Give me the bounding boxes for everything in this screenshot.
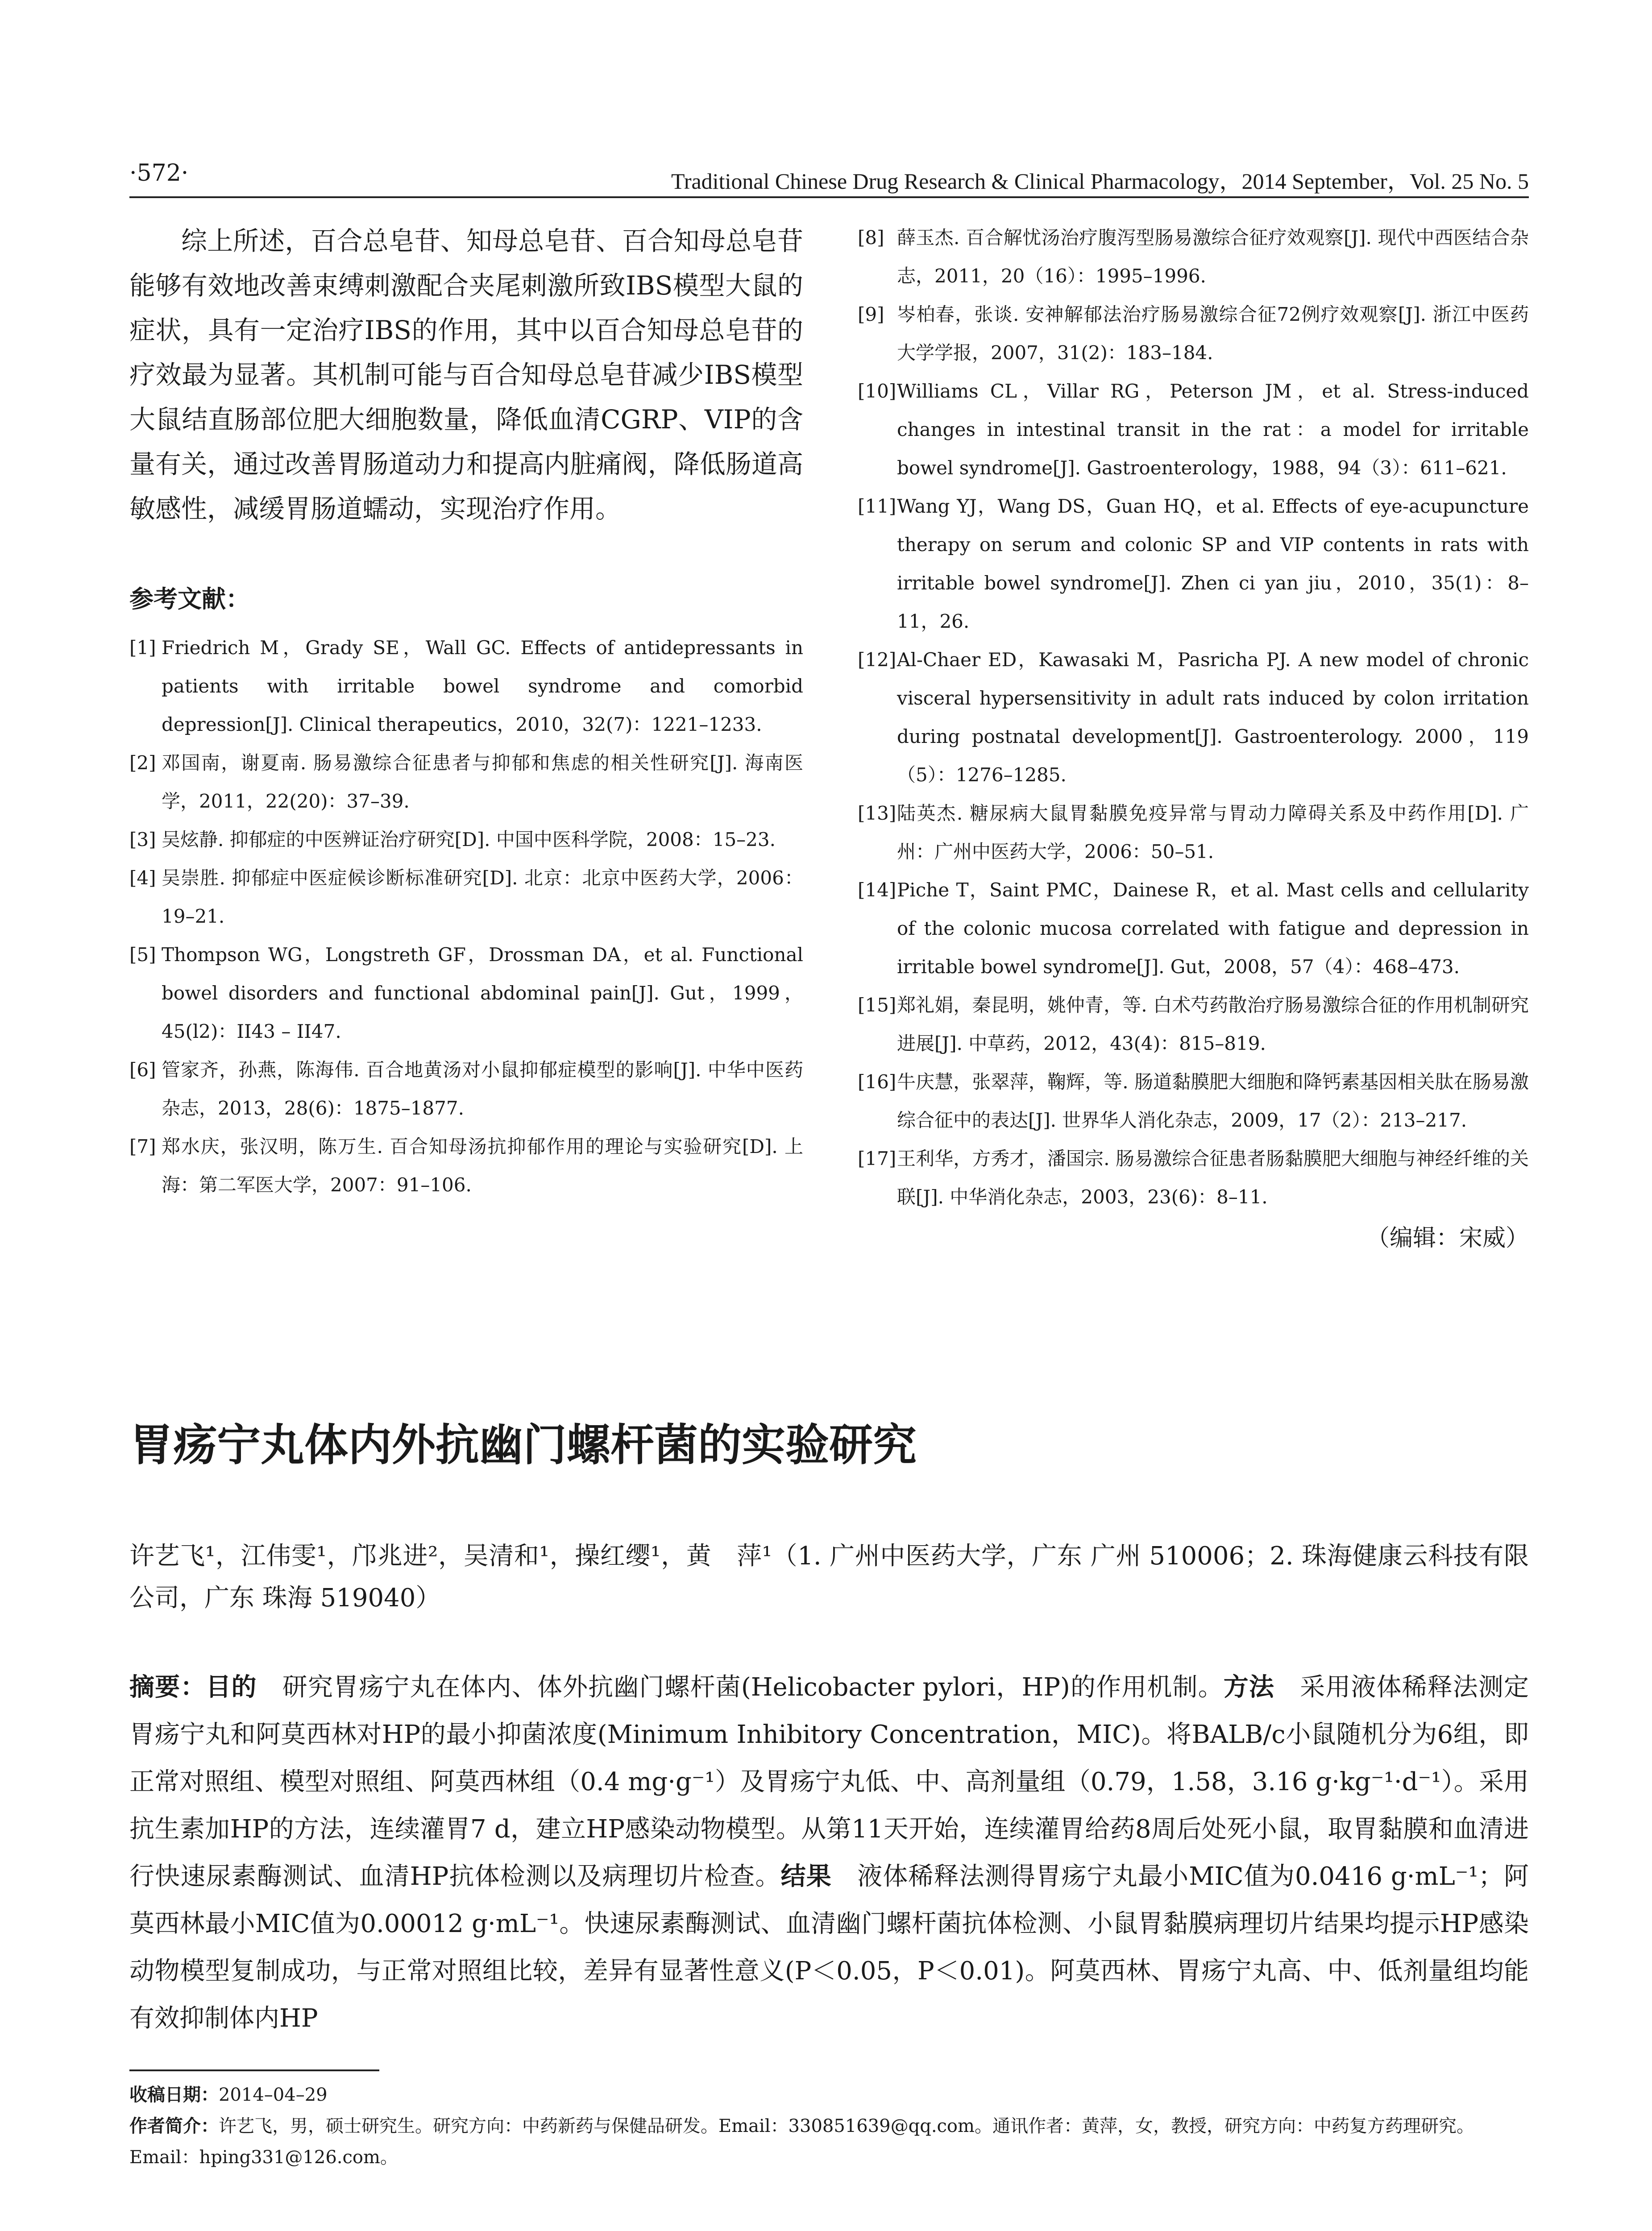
new-article: [129, 1410, 1529, 2042]
right-column: [858, 219, 1529, 1252]
reference-number: [10]: [858, 380, 897, 402]
reference-item: [129, 859, 803, 936]
reference-text: 岑柏春，张谈. 安神解郁法治疗肠易激综合征72例疗效观察[J]. 浙江中医药大学学报，2007，31(2)：183–184.: [897, 303, 1529, 364]
reference-number: [9]: [858, 303, 884, 325]
reference-item: [858, 295, 1529, 372]
author-bio-text: 许艺飞，男，硕士研究生。研究方向：中药新药与保健品研发。Email：330851639@qq.com。通讯作者：黄萍，女，教授，研究方向：中药复方药理研究。Email：hping331@126.com。: [129, 2116, 1474, 2168]
author-affiliations: 许艺飞¹，江伟雯¹，邝兆进²，吴清和¹，操红缨¹，黄 萍¹（1. 广州中医药大学，广东 广州 510006；2. 珠海健康云科技有限公司，广东 珠海 519040）: [129, 1542, 1529, 1613]
reference-text: 管家齐，孙燕，陈海伟. 百合地黄汤对小鼠抑郁症模型的影响[J]. 中华中医药杂志，2013，28(6)：1875–1877.: [162, 1059, 803, 1119]
reference-number: [5]: [129, 944, 156, 966]
article-title: 胃疡宁丸体内外抗幽门螺杆菌的实验研究: [129, 1420, 917, 1471]
reference-item: [858, 794, 1529, 871]
reference-number: [1]: [129, 637, 156, 659]
reference-number: [3]: [129, 829, 156, 850]
results-text: 液体稀释法测得胃疡宁丸最小MIC值为0.0416 g·mL⁻¹；阿莫西林最小MIC值为0.00012 g·mL⁻¹。快速尿素酶测试、血清幽门螺杆菌抗体检测、小鼠胃黏膜病理切片结果均提示HP感染动物模型复制成功，与正常对照组比较，差异有显著性意义(P＜0.05，P＜0.01)。阿莫西林、胃疡宁丸高、中、低剂量组均能有效抑制体内HP: [129, 1862, 1529, 2033]
reference-text: 吴崇胜. 抑郁症中医症候诊断标准研究[D]. 北京：北京中医药大学，2006：19–21.: [162, 867, 803, 927]
author-bio-line: [129, 2111, 1529, 2173]
reference-text: 薛玉杰. 百合解忧汤治疗腹泻型肠易激综合征疗效观察[J]. 现代中西医结合杂志，2011，20（16）：1995–1996.: [897, 227, 1529, 287]
reference-text: Al-Chaer ED，Kawasaki M，Pasricha PJ. A new model of chronic visceral hypersensitivity in adult rats induced by colon irritation during postnatal development[J]. Gastroenterology. 2000，119（5）：1276–1285.: [897, 649, 1529, 786]
reference-item: [129, 936, 803, 1051]
received-date: 2014–04–29: [219, 2085, 328, 2105]
journal-citation: Traditional Chinese Drug Research & Clinical Pharmacology，2014 September，Vol. 25 No. 5: [671, 169, 1529, 194]
reference-text: 郑礼娟，秦昆明，姚仲青，等. 白术芍药散治疗肠易激综合征的作用机制研究进展[J]. 中草药，2012，43(4)：815–819.: [897, 994, 1529, 1054]
reference-text: Piche T，Saint PMC，Dainese R，et al. Mast cells and cellularity of the colonic mucosa correlated with fatigue and depression in irritable bowel syndrome[J]. Gut，2008，57（4）：468–473.: [897, 879, 1529, 978]
reference-number: [16]: [858, 1071, 897, 1093]
reference-number: [4]: [129, 867, 156, 889]
reference-text: 郑水庆，张汉明，陈万生. 百合知母汤抗抑郁作用的理论与实验研究[D]. 上海：第二军医大学，2007：91–106.: [162, 1136, 803, 1196]
footnotes: [129, 2079, 1529, 2173]
reference-list-right: [858, 219, 1529, 1216]
reference-number: [8]: [858, 227, 884, 249]
reference-item: [129, 629, 803, 744]
running-header: [129, 152, 1529, 198]
reference-number: [6]: [129, 1059, 156, 1081]
reference-item: [858, 641, 1529, 794]
abstract: [129, 1664, 1529, 2042]
editor-credit: （编辑：宋威）: [1366, 1225, 1529, 1252]
reference-text: Williams CL，Villar RG，Peterson JM，et al. Stress-induced changes in intestinal transit in the rat：a model for irritable bowel syndrome[J]. Gastroenterology，1988，94（3）：611–621.: [897, 380, 1529, 479]
reference-text: Thompson WG，Longstreth GF，Drossman DA，et al. Functional bowel disorders and functional abdominal pain[J]. Gut，1999，45(l2)：II43 – II47.: [162, 944, 803, 1042]
reference-item: [129, 1128, 803, 1204]
author-bio-label: 作者简介：: [129, 2116, 219, 2136]
abstract-label: 摘要：: [129, 1673, 206, 1702]
reference-item: [858, 372, 1529, 487]
reference-number: [17]: [858, 1148, 897, 1169]
reference-item: [858, 871, 1529, 986]
reference-item: [858, 1140, 1529, 1216]
reference-number: [12]: [858, 649, 897, 671]
footnote-divider: [129, 2069, 379, 2071]
reference-number: [14]: [858, 879, 897, 901]
reference-number: [2]: [129, 752, 156, 774]
reference-item: [129, 821, 803, 859]
reference-text: 邓国南，谢夏南. 肠易激综合征患者与抑郁和焦虑的相关性研究[J]. 海南医学，2011，22(20)：37–39.: [162, 752, 803, 812]
reference-list-left: [129, 629, 803, 1204]
page-number: ·572·: [129, 160, 189, 187]
reference-text: 王利华，方秀才，潘国宗. 肠易激综合征患者肠黏膜肥大细胞与神经纤维的关联[J]. 中华消化杂志，2003，23(6)：8–11.: [897, 1148, 1529, 1208]
objective-text: 研究胃疡宁丸在体内、体外抗幽门螺杆菌(Helicobacter pylori，HP)的作用机制。: [257, 1673, 1224, 1702]
reference-item: [858, 219, 1529, 295]
reference-number: [15]: [858, 994, 897, 1016]
received-date-line: [129, 2079, 1529, 2111]
results-label: 结果: [780, 1862, 832, 1891]
methods-text: 采用液体稀释法测定胃疡宁丸和阿莫西林对HP的最小抑菌浓度(Minimum Inhibitory Concentration，MIC)。将BALB/c小鼠随机分为6组，即正常对照组、模型对照组、阿莫西林组（0.4 mg·g⁻¹）及胃疡宁丸低、中、高剂量组（0.79，1.58，3.16 g·kg⁻¹·d⁻¹）。采用抗生素加HP的方法，连续灌胃7 d，建立HP感染动物模型。从第11天开始，连续灌胃给药8周后处死小鼠，取胃黏膜和血清进行快速尿素酶测试、血清HP抗体检测以及病理切片检查。: [129, 1673, 1529, 1891]
left-column: [129, 219, 803, 1204]
reference-number: [13]: [858, 802, 897, 824]
reference-item: [858, 487, 1529, 641]
reference-text: 牛庆慧，张翠萍，鞠辉，等. 肠道黏膜肥大细胞和降钙素基因相关肽在肠易激综合征中的表达[J]. 世界华人消化杂志，2009，17（2）：213–217.: [897, 1071, 1529, 1131]
reference-text: Wang YJ，Wang DS，Guan HQ，et al. Effects of eye-acupuncture therapy on serum and colonic SP and VIP contents in rats with irritable bowel syndrome[J]. Zhen ci yan jiu，2010，35(1)：8–11，26.: [897, 495, 1529, 632]
reference-text: Friedrich M，Grady SE，Wall GC. Effects of antidepressants in patients with irritable bowel syndrome and comorbid depression[J]. Clinical therapeutics，2010，32(7)：1221–1233.: [162, 637, 803, 735]
objective-label: 目的: [206, 1673, 257, 1702]
reference-text: 陆英杰. 糖尿病大鼠胃黏膜免疫异常与胃动力障碍关系及中药作用[D]. 广州：广州中医药大学，2006：50–51.: [897, 802, 1529, 863]
methods-label: 方法: [1223, 1673, 1274, 1702]
reference-item: [858, 986, 1529, 1063]
reference-text: 吴炫静. 抑郁症的中医辨证治疗研究[D]. 中国中医科学院，2008：15–23.: [162, 829, 776, 850]
reference-item: [858, 1063, 1529, 1140]
reference-item: [129, 744, 803, 821]
references-heading: 参考文献：: [129, 585, 250, 613]
received-label: 收稿日期：: [129, 2085, 219, 2105]
reference-number: [7]: [129, 1136, 156, 1157]
reference-number: [11]: [858, 495, 897, 517]
conclusion-paragraph: 综上所述，百合总皂苷、知母总皂苷、百合知母总皂苷能够有效地改善束缚刺激配合夹尾刺激所致IBS模型大鼠的症状，具有一定治疗IBS的作用，其中以百合知母总皂苷的疗效最为显著。其机制可能与百合知母总皂苷减少IBS模型大鼠结直肠部位肥大细胞数量，降低血清CGRP、VIP的含量有关，通过改善胃肠道动力和提高内脏痛阀，降低肠道高敏感性，减缓胃肠道蠕动，实现治疗作用。: [129, 226, 803, 524]
reference-item: [129, 1051, 803, 1128]
